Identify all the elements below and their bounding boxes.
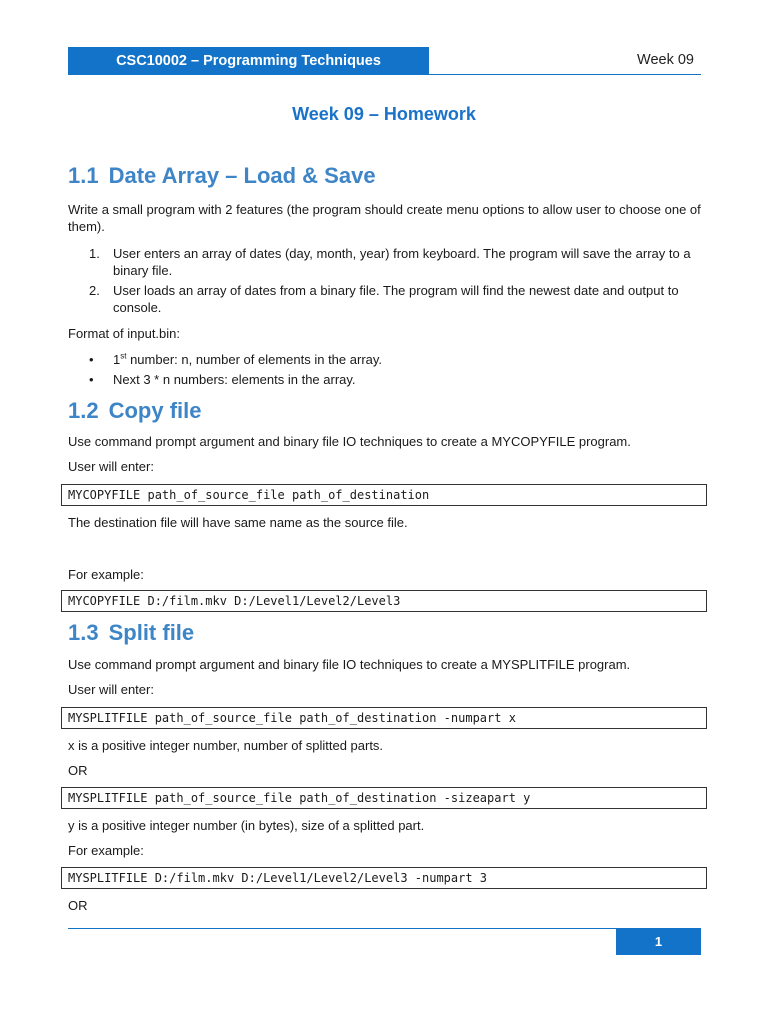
course-title: CSC10002 – Programming Techniques [116,53,381,69]
list-number: 2. [89,283,100,298]
or-label: OR [68,763,88,778]
section-heading-split-file [68,620,194,646]
bullet-body: number: n, number of elements in the array. [126,352,383,367]
note-text: The destination file will have same name as the source file. [68,515,408,530]
section-title: Date Array – Load & Save [108,163,376,188]
code-block: MYSPLITFILE path_of_source_file path_of_destination -numpart x [61,707,707,729]
section-number: 1.3 [68,620,99,645]
list-number: 1. [89,246,100,261]
list-text: User enters an array of dates (day, month, year) from keyboard. The program will save the array to a binary file. [113,246,691,278]
bullet-text: Next 3 * n numbers: elements in the array. [113,372,356,387]
section-heading-date-array [68,163,376,189]
section-intro: Write a small program with 2 features (the program should create menu options to allow user to choose one of them). [68,202,701,234]
user-enter-label: User will enter: [68,682,154,697]
section-intro: Use command prompt argument and binary file IO techniques to create a MYSPLITFILE program. [68,657,631,672]
code-block: MYSPLITFILE path_of_source_file path_of_destination -sizeapart y [61,787,707,809]
user-enter-label: User will enter: [68,459,154,474]
example-label: For example: [68,567,144,582]
format-label: Format of input.bin: [68,326,180,341]
document-title: Week 09 – Homework [292,104,476,124]
bullet-text [113,351,708,368]
list-text: User loads an array of dates from a binary file. The program will find the newest date and output to console. [113,283,679,315]
code-block: MYCOPYFILE path_of_source_file path_of_destination [61,484,707,506]
note-text: y is a positive integer number (in bytes), size of a splitted part. [68,818,425,833]
section-number: 1.1 [68,163,99,188]
example-label: For example: [68,843,144,858]
code-block: MYSPLITFILE D:/film.mkv D:/Level1/Level2/Level3 -numpart 3 [61,867,707,889]
footer-divider [68,928,701,929]
section-intro: Use command prompt argument and binary file IO techniques to create a MYCOPYFILE program. [68,434,631,449]
section-number: 1.2 [68,398,99,423]
header-course-bar [68,47,429,75]
header-week: Week 09 [637,52,694,68]
ordinal-suffix: st [120,351,127,361]
section-heading-copy-file [68,398,202,424]
note-text: x is a positive integer number, number of splitted parts. [68,738,384,753]
ordinal-number: 1 [113,352,121,367]
or-label: OR [68,898,88,913]
code-block: MYCOPYFILE D:/film.mkv D:/Level1/Level2/Level3 [61,590,707,612]
section-title: Copy file [108,398,202,423]
header-divider [68,74,701,75]
section-title: Split file [108,620,195,645]
bullet-dot: • [89,372,94,387]
page-number: 1 [616,928,701,955]
bullet-dot: • [89,352,94,367]
